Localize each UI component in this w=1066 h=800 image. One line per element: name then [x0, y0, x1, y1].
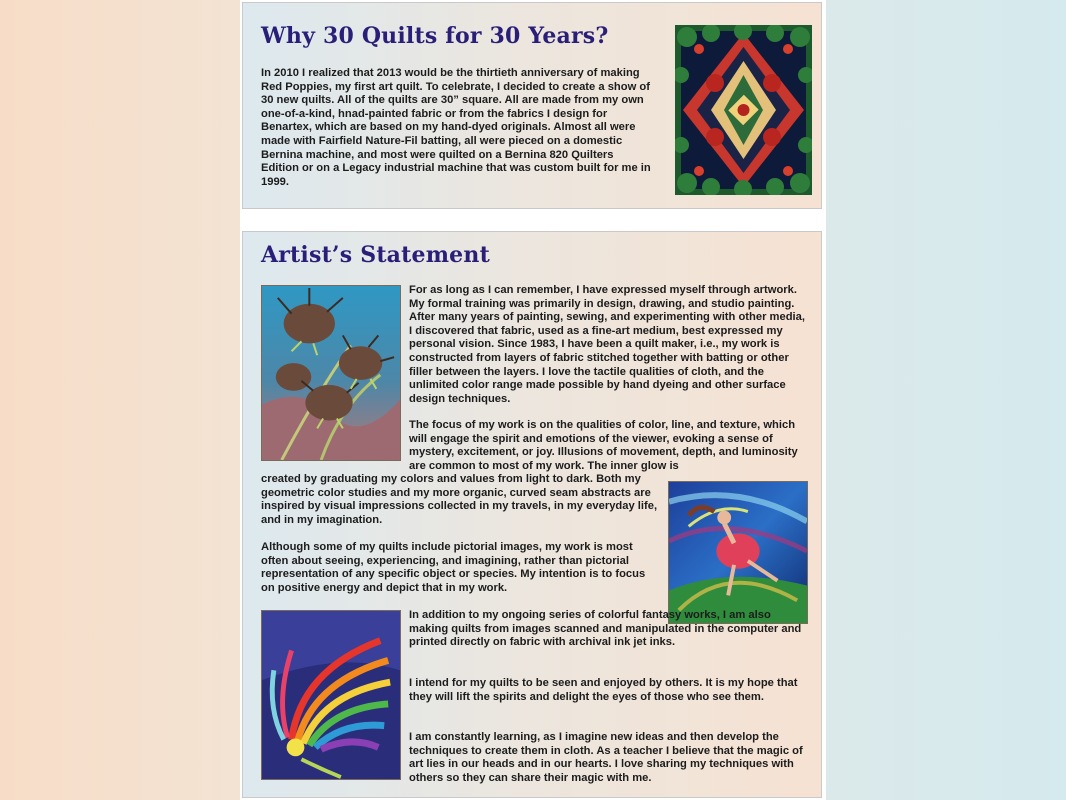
statement-title: Artist’s Statement: [261, 242, 490, 268]
seed-pods-quilt-image: [261, 285, 401, 461]
statement-paragraph-6: I am constantly learning, as I imagine new ideas and then develop the techniques to create them in cloth. As a teacher I believe that the magic of art lies in our heads and in our hearts. I love sharing my techniques with others so they can share their magic with me.: [409, 731, 803, 784]
statement-panel: [242, 231, 822, 798]
statement-paragraph-4: In addition to my ongoing series of colorful fantasy works, I am also making quilts from images scanned and manipulated in the computer and printed directly on fabric with archival ink jet inks.: [409, 609, 802, 649]
intro-title: Why 30 Quilts for 30 Years?: [261, 23, 609, 49]
intro-body: In 2010 I realized that 2013 would be the thirtieth anniversary of making Red Poppies, my first art quilt. To celebrate, I decided to create a show of 30 new quilts. All of the quilts are 30” square. All are made from my own one-of-a-kind, hnad-painted fabric or from the fabrics I design for Benartex, which are based on my hand-dyed originals. Almost all were made with Fairfield Nature-Fil batting, all were pieced on a domestic Bernina machine, and most were quilted on a Bernina 820 Quilters Edition or on a Legacy industrial machine that was custom built for me in 1999.: [261, 67, 651, 188]
statement-paragraph-2a: The focus of my work is on the qualities of color, line, and texture, which will engage the spirit and emotions of the viewer, evoking a sense of mystery, excitement, or joy. Illusions of movement, depth, and luminosity are common to most of my work. The inner glow is: [409, 419, 798, 472]
statement-paragraph-3: Although some of my quilts include pictorial images, my work is most often about seeing, experiencing, and imagining, rather than pictorial representation of any specific object or species. My intention is to focus on positive energy and depict that in my work.: [261, 541, 646, 594]
statement-paragraph-2b: created by graduating my colors and values from light to dark. Both my geometric color studies and my more organic, curved seam abstracts are inspired by visual impressions collected in my travels, in my everyday life, and in my imagination.: [261, 473, 658, 526]
dancer-quilt-image: [668, 481, 808, 624]
statement-paragraph-1: For as long as I can remember, I have expressed myself through artwork. My formal training was primarily in design, drawing, and studio painting. After many years of painting, sewing, and experimenting with other media, I discovered that fabric, used as a fine-art medium, best expressed my personal vision. Since 1983, I have been a quilt maker, i.e., my work is constructed from layers of fabric stitched together with batting or other filler between the layers. I love the tactile qualities of cloth, and the unlimited color range made possible by hand dyeing and other surface design techniques.: [409, 284, 805, 405]
statement-paragraph-5: I intend for my quilts to be seen and enjoyed by others. It is my hope that they will lift the spirits and delight the eyes of those who see them.: [409, 677, 798, 703]
medallion-quilt-image: [675, 25, 812, 195]
content-column: [240, 0, 826, 800]
bird-quilt-image: [261, 610, 401, 780]
intro-panel: [242, 2, 822, 209]
